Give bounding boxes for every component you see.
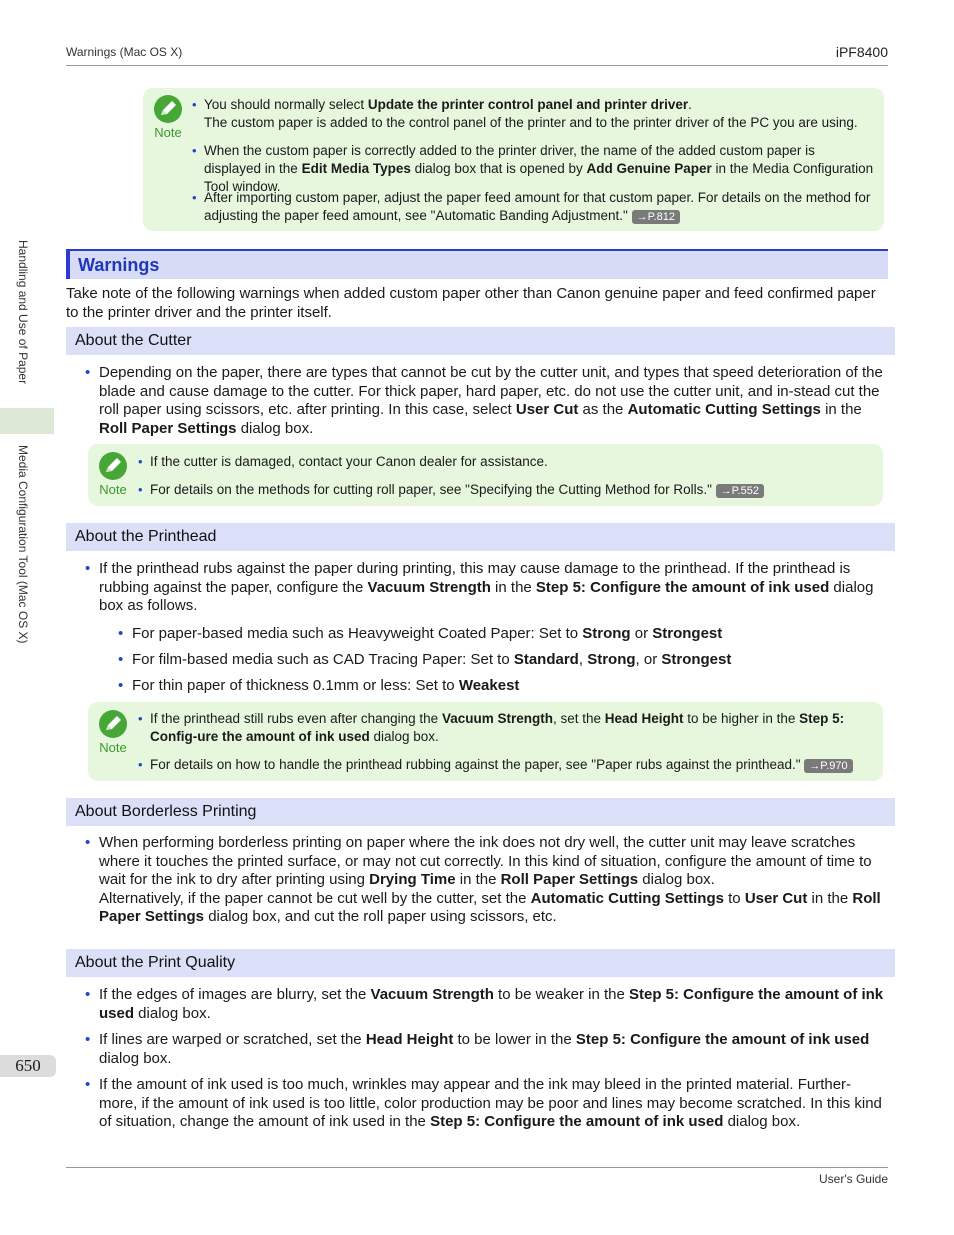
note-item: • You should normally select Update the printer control panel and printer driver. The custom paper is added to the control panel of the printer and to the printer driver of the PC you are using. [192, 97, 858, 130]
list-item: • If the edges of images are blurry, set the Vacuum Strength to be weaker in the Step 5: Configure the amount of ink used dialog box. [85, 986, 884, 1022]
side-tab-media-tool: Media Configuration Tool (Mac OS X) [16, 445, 30, 644]
list-item: • Depending on the paper, there are types that cannot be cut by the cutter unit, and types that speed deterioration of the blade and cause damage to the cutter. For thick paper, hard paper, etc. do not use the cutter unit, and in-stead cut the roll paper using scissors, etc. after printing. In this case, select User Cut as the Automatic Cutting Settings in the Roll Paper Settings dialog box. [85, 364, 883, 437]
bullet-dot: • [138, 711, 143, 726]
bullet-dot: • [85, 1076, 91, 1093]
bullet-dot: • [192, 190, 197, 205]
bullet-dot: • [138, 757, 143, 772]
warnings-intro: Take note of the following warnings when added custom paper other than Canon genuine paper and feed confirmed paper to the printer driver and the printer itself. [66, 285, 876, 321]
side-tab-active-marker [0, 408, 54, 434]
side-tab-handling: Handling and Use of Paper [16, 240, 30, 385]
bullet-dot: • [118, 677, 124, 694]
header-rule [66, 65, 888, 66]
note-item: • For details on how to handle the printhead rubbing against the paper, see "Paper rubs against the printhead." →P.970 [150, 756, 872, 774]
note-item: • If the printhead still rubs even after changing the Vacuum Strength, set the Head Height to be higher in the Step 5: Config-ure the amount of ink used dialog box. [138, 711, 845, 744]
bullet-dot: • [85, 560, 91, 577]
footer-rule [66, 1167, 888, 1168]
note-icon-group [95, 710, 131, 755]
footer-guide-name: User's Guide [819, 1172, 888, 1186]
section-heading-print-quality: About the Print Quality [66, 949, 895, 977]
note-item: • For details on the methods for cutting roll paper, see "Specifying the Cutting Method for Rolls." →P.552 [150, 481, 870, 499]
bullet-dot: • [85, 834, 91, 851]
pencil-note-icon [99, 710, 127, 738]
list-item: • If lines are warped or scratched, set the Head Height to be lower in the Step 5: Configure the amount of ink used dialog box. [85, 1031, 870, 1067]
bullet-dot: • [85, 364, 91, 381]
note-label: Note [99, 740, 127, 755]
page-number: 650 [0, 1055, 56, 1077]
note-label: Note [99, 482, 127, 497]
bullet-dot: • [85, 986, 91, 1003]
pencil-note-icon [154, 95, 182, 123]
bullet-dot: • [192, 143, 197, 158]
list-item: • If the amount of ink used is too much, wrinkles may appear and the ink may bleed in the printed material. Further-more, if the amount of ink used is too little, color production may be poor and lines may become scratched. In this kind of situation, change the amount of ink used in the Step 5: Configure the amount of ink used dialog box. [85, 1076, 882, 1130]
bullet-dot: • [118, 651, 124, 668]
warnings-heading [66, 249, 888, 279]
page-reference-link[interactable]: →P.970 [804, 759, 852, 773]
note-item: • After importing custom paper, adjust the paper feed amount for that custom paper. For details on the method for adjusting the paper feed amount, see "Automatic Banding Adjustment." →P.812 [192, 190, 871, 223]
note-label: Note [154, 125, 182, 140]
warnings-title: Warnings [78, 255, 160, 275]
pencil-note-icon [99, 452, 127, 480]
bullet-dot: • [138, 482, 143, 497]
note-icon-group [150, 95, 186, 140]
running-header-model: iPF8400 [835, 44, 888, 60]
bullet-dot: • [85, 1031, 91, 1048]
note-item: • When the custom paper is correctly added to the printer driver, the name of the added custom paper is displayed in the Edit Media Types dialog box that is opened by Add Genuine Paper in the Media Configuration Tool window. [192, 143, 874, 194]
section-heading-borderless: About Borderless Printing [66, 798, 895, 826]
sub-list-item: • For paper-based media such as Heavyweight Coated Paper: Set to Strong or Strongest [118, 625, 723, 642]
bullet-dot: • [138, 454, 143, 469]
sub-list-item: • For thin paper of thickness 0.1mm or less: Set to Weakest [118, 677, 520, 694]
note-box-custom-paper [143, 88, 884, 231]
sub-list-item: • For film-based media such as CAD Tracing Paper: Set to Standard, Strong, or Strongest [118, 651, 732, 668]
section-heading-cutter: About the Cutter [66, 327, 895, 355]
list-item: • When performing borderless printing on paper where the ink does not dry well, the cutter unit may leave scratches where it touches the printed surface, or may not cut correctly. In this kind of situation, configure the amount of time to wait for the ink to dry after printing using Drying Time in the Roll Paper Settings dialog box. Alternatively, if the paper cannot be cut well by the cutter, set the Automatic Cutting Settings to User Cut in the Roll Paper Settings dialog box, and cut the roll paper using scissors, etc. [85, 834, 881, 925]
note-box-cutter [88, 444, 883, 506]
note-item: • If the cutter is damaged, contact your Canon dealer for assistance. [138, 454, 548, 469]
running-header-section: Warnings (Mac OS X) [66, 45, 183, 59]
bullet-dot: • [192, 97, 197, 112]
page-reference-link[interactable]: →P.552 [716, 484, 764, 498]
page-reference-link[interactable]: →P.812 [632, 210, 680, 224]
list-item: • If the printhead rubs against the paper during printing, this may cause damage to the printhead. If the printhead is rubbing against the paper, configure the Vacuum Strength in the Step 5: Configure the amount of ink used dialog box as follows. [85, 560, 874, 614]
bullet-dot: • [118, 625, 124, 642]
section-heading-printhead: About the Printhead [66, 523, 895, 551]
note-box-printhead [88, 702, 883, 781]
note-icon-group [95, 452, 131, 497]
